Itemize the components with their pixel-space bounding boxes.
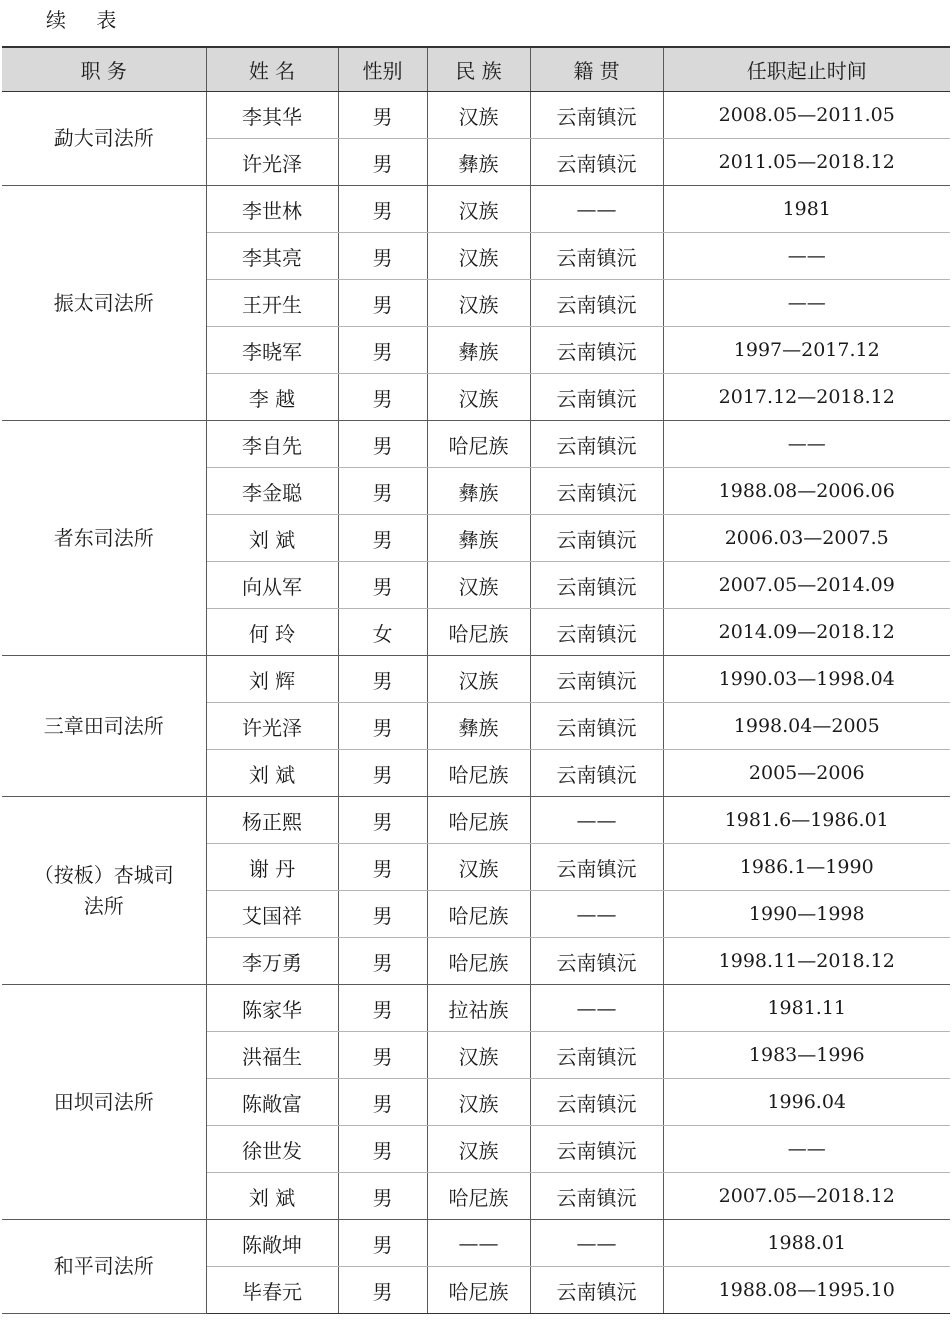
- table-row: [2, 1220, 950, 1267]
- cell-origin: 云南镇沅: [530, 844, 663, 891]
- cell-name: 许光泽: [206, 703, 338, 750]
- cell-name: 何 玲: [206, 609, 338, 656]
- cell-term: ——: [663, 421, 950, 468]
- header-term: 任职起止时间: [663, 47, 950, 92]
- cell-origin: 云南镇沅: [530, 750, 663, 797]
- cell-name: 王开生: [206, 280, 338, 327]
- cell-gender: 男: [338, 280, 427, 327]
- cell-origin: 云南镇沅: [530, 938, 663, 985]
- cell-name: 李世林: [206, 186, 338, 233]
- cell-ethnicity: 汉族: [427, 233, 530, 280]
- cell-origin: 云南镇沅: [530, 327, 663, 374]
- cell-ethnicity: 汉族: [427, 186, 530, 233]
- cell-ethnicity: 哈尼族: [427, 1267, 530, 1314]
- cell-ethnicity: 彝族: [427, 468, 530, 515]
- cell-origin: ——: [530, 797, 663, 844]
- cell-name: 李万勇: [206, 938, 338, 985]
- header-origin: 籍 贯: [530, 47, 663, 92]
- cell-gender: 男: [338, 1267, 427, 1314]
- cell-name: 李晓军: [206, 327, 338, 374]
- cell-gender: 男: [338, 797, 427, 844]
- cell-ethnicity: ——: [427, 1220, 530, 1267]
- cell-ethnicity: 彝族: [427, 515, 530, 562]
- cell-ethnicity: 汉族: [427, 1032, 530, 1079]
- cell-gender: 男: [338, 656, 427, 703]
- cell-origin: 云南镇沅: [530, 374, 663, 421]
- cell-origin: ——: [530, 891, 663, 938]
- cell-term: 2017.12—2018.12: [663, 374, 950, 421]
- cell-name: 艾国祥: [206, 891, 338, 938]
- cell-gender: 男: [338, 374, 427, 421]
- cell-origin: 云南镇沅: [530, 656, 663, 703]
- cell-ethnicity: 汉族: [427, 374, 530, 421]
- cell-origin: 云南镇沅: [530, 1173, 663, 1220]
- table-row: [2, 797, 950, 844]
- cell-gender: 男: [338, 1079, 427, 1126]
- cell-origin: 云南镇沅: [530, 139, 663, 186]
- cell-ethnicity: 哈尼族: [427, 1173, 530, 1220]
- cell-gender: 男: [338, 327, 427, 374]
- cell-name: 洪福生: [206, 1032, 338, 1079]
- cell-duty: 振太司法所: [2, 186, 206, 421]
- cell-term: 1988.01: [663, 1220, 950, 1267]
- cell-name: 刘 斌: [206, 515, 338, 562]
- cell-gender: 男: [338, 421, 427, 468]
- cell-duty: 勐大司法所: [2, 92, 206, 186]
- cell-term: 1981.11: [663, 985, 950, 1032]
- cell-gender: 男: [338, 468, 427, 515]
- cell-gender: 男: [338, 985, 427, 1032]
- cell-name: 杨正熙: [206, 797, 338, 844]
- cell-ethnicity: 拉祜族: [427, 985, 530, 1032]
- cell-origin: 云南镇沅: [530, 280, 663, 327]
- cell-term: 1983—1996: [663, 1032, 950, 1079]
- header-ethnicity: 民 族: [427, 47, 530, 92]
- cell-term: 2006.03—2007.5: [663, 515, 950, 562]
- cell-gender: 男: [338, 891, 427, 938]
- cell-gender: 男: [338, 139, 427, 186]
- cell-duty: 和平司法所: [2, 1220, 206, 1314]
- cell-ethnicity: 哈尼族: [427, 938, 530, 985]
- cell-origin: 云南镇沅: [530, 1126, 663, 1173]
- table-row: [2, 656, 950, 703]
- cell-origin: ——: [530, 985, 663, 1032]
- cell-gender: 男: [338, 92, 427, 139]
- cell-name: 李其华: [206, 92, 338, 139]
- cell-gender: 男: [338, 233, 427, 280]
- cell-term: ——: [663, 233, 950, 280]
- cell-ethnicity: 彝族: [427, 327, 530, 374]
- table-row: [2, 186, 950, 233]
- cell-name: 李金聪: [206, 468, 338, 515]
- cell-gender: 男: [338, 938, 427, 985]
- cell-name: 刘 辉: [206, 656, 338, 703]
- cell-duty: 田坝司法所: [2, 985, 206, 1220]
- cell-gender: 男: [338, 1173, 427, 1220]
- cell-name: 李自先: [206, 421, 338, 468]
- cell-term: 1981: [663, 186, 950, 233]
- table-row: [2, 421, 950, 468]
- cell-duty: 者东司法所: [2, 421, 206, 656]
- cell-name: 李 越: [206, 374, 338, 421]
- cell-ethnicity: 哈尼族: [427, 891, 530, 938]
- cell-term: 2007.05—2018.12: [663, 1173, 950, 1220]
- cell-ethnicity: 汉族: [427, 656, 530, 703]
- cell-ethnicity: 彝族: [427, 139, 530, 186]
- cell-gender: 男: [338, 1126, 427, 1173]
- cell-term: 1988.08—1995.10: [663, 1267, 950, 1314]
- table-row: [2, 985, 950, 1032]
- cell-ethnicity: 汉族: [427, 562, 530, 609]
- cell-term: 2014.09—2018.12: [663, 609, 950, 656]
- table-caption: 续 表: [46, 8, 129, 32]
- cell-ethnicity: 汉族: [427, 92, 530, 139]
- cell-origin: 云南镇沅: [530, 468, 663, 515]
- cell-origin: ——: [530, 1220, 663, 1267]
- header-row: [2, 47, 950, 92]
- cell-gender: 男: [338, 186, 427, 233]
- table-body: [2, 92, 950, 1314]
- cell-gender: 男: [338, 562, 427, 609]
- cell-term: 1988.08—2006.06: [663, 468, 950, 515]
- table-row: [2, 92, 950, 139]
- cell-origin: 云南镇沅: [530, 1032, 663, 1079]
- cell-term: 1990—1998: [663, 891, 950, 938]
- cell-term: 1998.11—2018.12: [663, 938, 950, 985]
- cell-term: 1981.6—1986.01: [663, 797, 950, 844]
- cell-origin: 云南镇沅: [530, 233, 663, 280]
- cell-origin: 云南镇沅: [530, 609, 663, 656]
- cell-name: 陈家华: [206, 985, 338, 1032]
- cell-origin: 云南镇沅: [530, 515, 663, 562]
- header-duty: 职 务: [2, 47, 206, 92]
- cell-name: 刘 斌: [206, 750, 338, 797]
- cell-term: 1996.04: [663, 1079, 950, 1126]
- cell-duty: （按板）杏城司法所: [2, 797, 206, 985]
- cell-term: 2005—2006: [663, 750, 950, 797]
- cell-term: 2008.05—2011.05: [663, 92, 950, 139]
- cell-term: 1998.04—2005: [663, 703, 950, 750]
- cell-name: 向从军: [206, 562, 338, 609]
- cell-ethnicity: 哈尼族: [427, 750, 530, 797]
- cell-term: 1997—2017.12: [663, 327, 950, 374]
- cell-name: 许光泽: [206, 139, 338, 186]
- cell-term: 1986.1—1990: [663, 844, 950, 891]
- cell-name: 徐世发: [206, 1126, 338, 1173]
- cell-name: 陈敞坤: [206, 1220, 338, 1267]
- header-gender: 性别: [338, 47, 427, 92]
- cell-gender: 男: [338, 1032, 427, 1079]
- cell-ethnicity: 汉族: [427, 1126, 530, 1173]
- cell-name: 毕春元: [206, 1267, 338, 1314]
- cell-ethnicity: 汉族: [427, 280, 530, 327]
- cell-name: 刘 斌: [206, 1173, 338, 1220]
- cell-term: ——: [663, 1126, 950, 1173]
- cell-ethnicity: 哈尼族: [427, 421, 530, 468]
- cell-term: 2007.05—2014.09: [663, 562, 950, 609]
- cell-origin: 云南镇沅: [530, 421, 663, 468]
- cell-term: 2011.05—2018.12: [663, 139, 950, 186]
- cell-origin: ——: [530, 186, 663, 233]
- personnel-table: [2, 46, 950, 1314]
- cell-gender: 男: [338, 703, 427, 750]
- cell-ethnicity: 彝族: [427, 703, 530, 750]
- cell-ethnicity: 哈尼族: [427, 797, 530, 844]
- cell-duty: 三章田司法所: [2, 656, 206, 797]
- table-header: [2, 47, 950, 92]
- cell-gender: 男: [338, 844, 427, 891]
- cell-gender: 女: [338, 609, 427, 656]
- cell-gender: 男: [338, 750, 427, 797]
- header-name: 姓 名: [206, 47, 338, 92]
- cell-origin: 云南镇沅: [530, 1267, 663, 1314]
- cell-term: 1990.03—1998.04: [663, 656, 950, 703]
- cell-gender: 男: [338, 1220, 427, 1267]
- cell-ethnicity: 哈尼族: [427, 609, 530, 656]
- cell-origin: 云南镇沅: [530, 92, 663, 139]
- cell-ethnicity: 汉族: [427, 844, 530, 891]
- cell-name: 陈敞富: [206, 1079, 338, 1126]
- cell-origin: 云南镇沅: [530, 562, 663, 609]
- cell-ethnicity: 汉族: [427, 1079, 530, 1126]
- cell-term: ——: [663, 280, 950, 327]
- cell-origin: 云南镇沅: [530, 703, 663, 750]
- cell-origin: 云南镇沅: [530, 1079, 663, 1126]
- cell-name: 谢 丹: [206, 844, 338, 891]
- cell-name: 李其亮: [206, 233, 338, 280]
- cell-gender: 男: [338, 515, 427, 562]
